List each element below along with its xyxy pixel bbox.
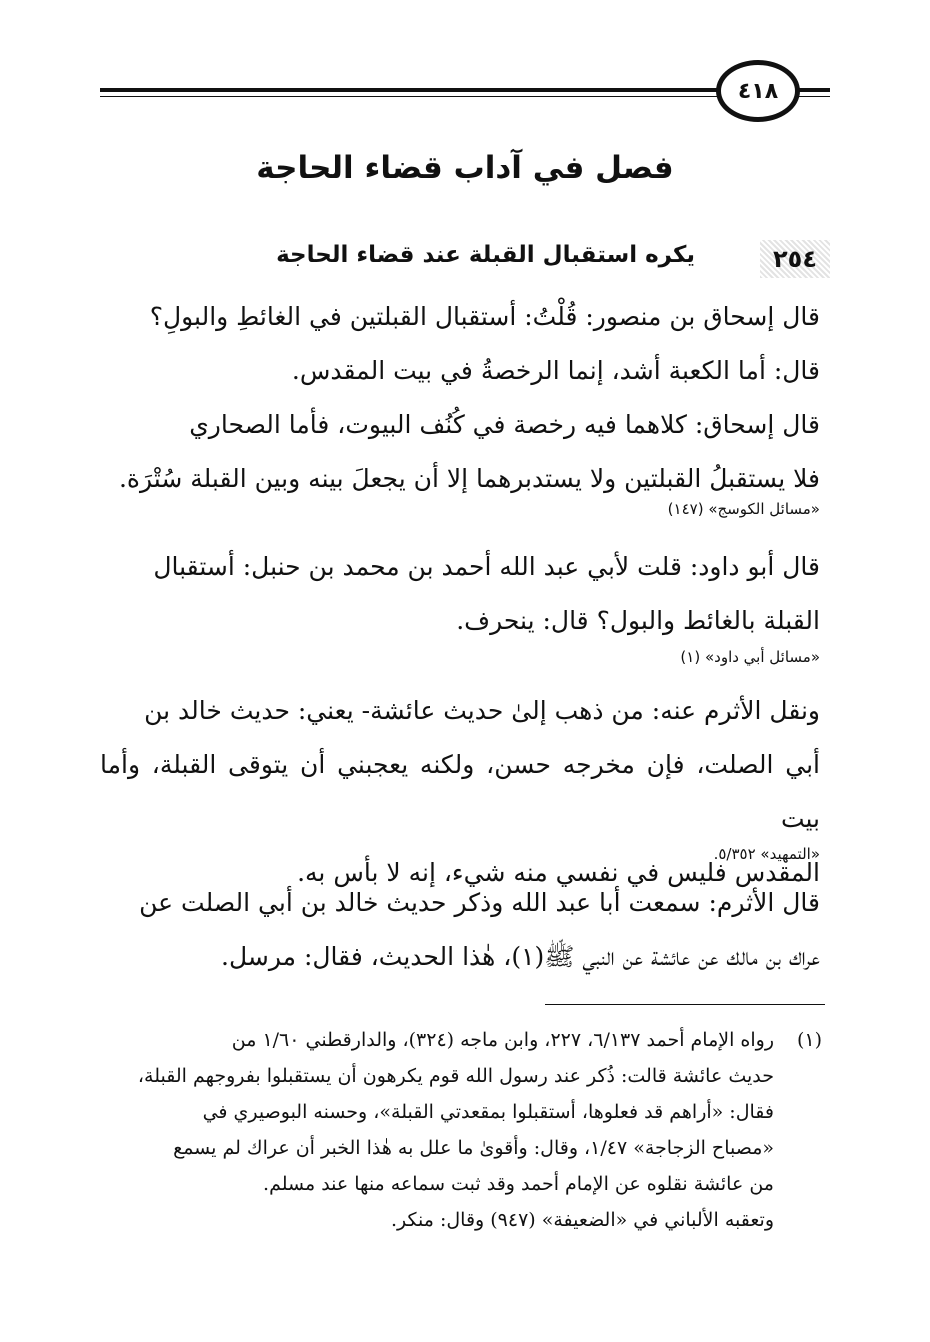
footnote — [102, 1022, 822, 1238]
header-rule-thick-right — [798, 88, 830, 92]
footnote-line: «مصباح الزجاجة» ١/٤٧، وقال: وأقوىٰ ما علل به هٰذا الخبر أن عراك لم يسمع — [173, 1137, 774, 1159]
footnote-line: حديث عائشة قالت: ذُكر عند رسول الله قوم يكرهون أن يستقبلوا بفروجهم القبلة، — [137, 1065, 774, 1087]
source-citation-1: «مسائل الكوسج» (١٤٧) — [667, 500, 820, 518]
footnote-line: من عائشة نقلوه عن الإمام أحمد وقد ثبت سماعه منها عند مسلم. — [263, 1173, 774, 1195]
paragraph-line: قال إسحاق: كلاهما فيه رخصة في كُنُف البيوت، فأما الصحاري — [189, 410, 820, 439]
paragraph-2 — [100, 540, 820, 648]
paragraph-line: قال أبو داود: قلت لأبي عبد الله أحمد بن محمد بن حنبل: أستقبال — [153, 552, 820, 581]
paragraph-3 — [100, 684, 820, 900]
section-title: يكره استقبال القبلة عند قضاء الحاجة — [276, 242, 695, 268]
source-citation-2: «مسائل أبي داود» (١) — [680, 648, 820, 666]
section-number: ٢٥٤ — [760, 240, 830, 278]
chapter-title: فصل في آداب قضاء الحاجة — [256, 150, 674, 186]
page-number: ٤١٨ — [716, 60, 800, 122]
paragraph-line: المقدس فليس في نفسي منه شيء، إنه لا بأس به. — [297, 858, 820, 887]
footnote-line: وتعقبه الألباني في «الضعيفة» (٩٤٧) وقال: منكر. — [391, 1209, 774, 1231]
section-heading — [240, 238, 830, 282]
paragraph-line: أبي الصلت، فإن مخرجه حسن، ولكنه يعجبني أن يتوقى القبلة، وأما بيت — [100, 750, 820, 833]
footnote-line: رواه الإمام أحمد ٦/١٣٧، ٢٢٧، وابن ماجه (٣٢٤)، والدارقطني ١/٦٠ من — [231, 1029, 774, 1051]
paragraph-4 — [100, 876, 820, 984]
paragraph-line: قال إسحاق بن منصور: قُلْتُ: أستقبال القبلتين في الغائطِ والبولِ؟ — [149, 302, 820, 331]
footnote-separator — [545, 1004, 825, 1005]
footnote-body — [102, 1022, 774, 1238]
header-rule-thin — [100, 96, 720, 97]
header-rule-thick — [100, 88, 720, 92]
paragraph-line: قال الأثرم: سمعت أبا عبد الله وذكر حديث خالد بن أبي الصلت عن — [139, 888, 820, 917]
source-citation-3: «التمهيد» ٥/٣٥٢. — [713, 845, 820, 863]
footnote-line: فقال: «أراهم قد فعلوها، أستقبلوا بمقعدتي القبلة»، وحسنه البوصيري في — [202, 1101, 774, 1123]
footnote-marker: (١) — [796, 1029, 822, 1051]
paragraph-line: القبلة بالغائط والبول؟ قال: ينحرف. — [456, 606, 820, 635]
page-header — [0, 0, 930, 140]
header-rule-thin-right — [798, 96, 830, 97]
paragraph-line: قال: أما الكعبة أشد، إنما الرخصةُ في بيت المقدس. — [291, 356, 820, 385]
paragraph-line: ونقل الأثرم عنه: من ذهب إلىٰ حديث عائشة- يعني: حديث خالد بن — [144, 696, 820, 725]
paragraph-line: فلا يستقبلُ القبلتين ولا يستدبرهما إلا أن يجعلَ بينه وبين القبلة سُتْرَة. — [118, 464, 820, 493]
paragraph-line: عراك بن مالك عن عائشة عن النبي ﷺ(١)، هٰذا الحديث، فقال: مرسل. — [221, 942, 820, 971]
paragraph-1 — [100, 290, 820, 506]
